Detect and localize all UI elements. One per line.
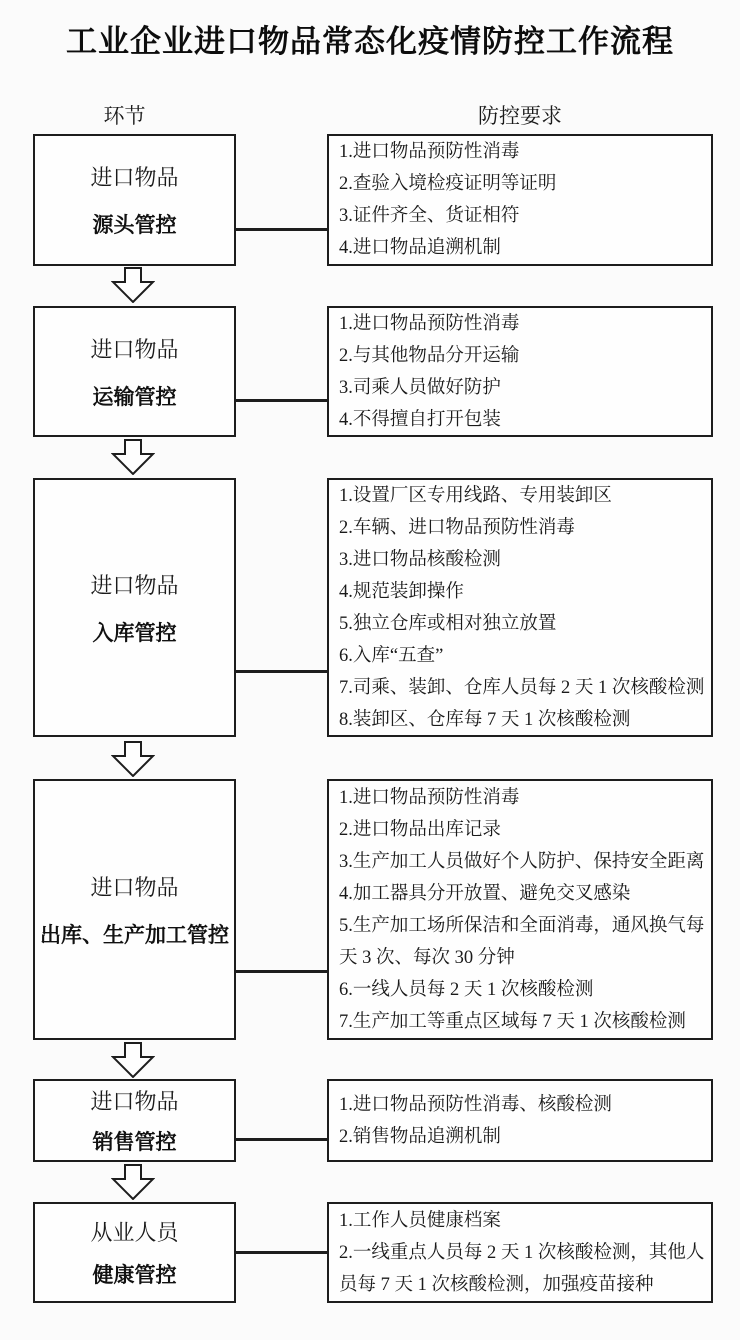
requirement-item: 4.进口物品追溯机制 <box>339 238 501 258</box>
column-header-requirements: 防控要求 <box>478 104 562 128</box>
connector-line <box>236 1138 327 1141</box>
requirements-box-health-control <box>327 1202 713 1303</box>
requirements-box-transport-control <box>327 306 713 437</box>
stage-line1: 进口物品 <box>90 336 179 362</box>
requirement-item: 3.证件齐全、货证相符 <box>339 206 520 226</box>
requirement-item: 6.入库“五查” <box>339 645 444 666</box>
flow-down-arrow-icon <box>111 267 155 303</box>
flow-down-arrow-icon <box>111 741 155 777</box>
stage-line1: 从业人员 <box>90 1220 179 1245</box>
stage-box-source-control <box>33 134 236 266</box>
requirement-item: 1.进口物品预防性消毒 <box>339 313 520 334</box>
requirement-item: 1.进口物品预防性消毒 <box>339 142 520 162</box>
connector-line <box>236 670 327 673</box>
stage-line1: 进口物品 <box>90 165 179 190</box>
requirement-item: 6.一线人员每 2 天 1 次核酸检测 <box>339 979 594 1000</box>
stage-box-sales-control <box>33 1079 236 1162</box>
requirement-item: 3.进口物品核酸检测 <box>339 549 501 570</box>
requirement-item: 1.设置厂区专用线路、专用装卸区 <box>339 485 612 506</box>
requirements-box-outbound-production-control <box>327 779 713 1040</box>
page-title: 工业企业进口物品常态化疫情防控工作流程 <box>66 24 674 59</box>
requirements-box-source-control <box>327 134 713 266</box>
requirements-box-warehousing-control <box>327 478 713 737</box>
flow-down-arrow-icon <box>111 1164 155 1200</box>
requirement-item: 2.一线重点人员每 2 天 1 次核酸检测，其他人员每 7 天 1 次核酸检测，加强疫苗接种 <box>339 1242 705 1295</box>
flow-down-arrow-icon <box>111 1042 155 1078</box>
requirement-item: 8.装卸区、仓库每 7 天 1 次核酸检测 <box>339 709 631 730</box>
requirement-item: 2.车辆、进口物品预防性消毒 <box>339 517 575 538</box>
stage-line1: 进口物品 <box>90 874 179 900</box>
column-header-stage: 环节 <box>103 104 146 128</box>
requirement-item: 1.进口物品预防性消毒 <box>339 787 520 808</box>
stage-line1: 进口物品 <box>90 1089 179 1114</box>
stage-line2: 入库管控 <box>92 621 177 645</box>
stage-line2: 源头管控 <box>92 214 177 237</box>
requirement-item: 7.生产加工等重点区域每 7 天 1 次核酸检测 <box>339 1011 686 1032</box>
stage-box-transport-control <box>33 306 236 437</box>
requirement-item: 3.司乘人员做好防护 <box>339 377 501 398</box>
requirement-item: 3.生产加工人员做好个人防护、保持安全距离 <box>339 851 705 872</box>
stage-line2: 出库、生产加工管控 <box>40 923 229 947</box>
stage-box-outbound-production-control <box>33 779 236 1040</box>
requirement-item: 4.不得擅自打开包装 <box>339 409 501 430</box>
stage-line1: 进口物品 <box>90 572 179 598</box>
stage-line2: 销售管控 <box>92 1131 177 1154</box>
requirement-item: 7.司乘、装卸、仓库人员每 2 天 1 次核酸检测 <box>339 677 705 698</box>
requirement-item: 4.规范装卸操作 <box>339 581 464 602</box>
connector-line <box>236 228 327 231</box>
stage-box-warehousing-control <box>33 478 236 737</box>
flow-down-arrow-icon <box>111 439 155 475</box>
requirement-item: 2.销售物品追溯机制 <box>339 1126 501 1147</box>
stage-box-health-control <box>33 1202 236 1303</box>
requirement-item: 5.独立仓库或相对独立放置 <box>339 613 557 634</box>
requirement-item: 1.工作人员健康档案 <box>339 1210 501 1231</box>
connector-line <box>236 399 327 402</box>
requirement-item: 5.生产加工场所保洁和全面消毒，通风换气每天 3 次、每次 30 分钟 <box>339 915 705 968</box>
connector-line <box>236 1251 327 1254</box>
requirement-item: 4.加工器具分开放置、避免交叉感染 <box>339 883 631 904</box>
connector-line <box>236 970 327 973</box>
requirement-item: 2.查验入境检疫证明等证明 <box>339 174 557 194</box>
requirement-item: 1.进口物品预防性消毒、核酸检测 <box>339 1094 612 1115</box>
requirements-box-sales-control <box>327 1079 713 1162</box>
requirement-item: 2.与其他物品分开运输 <box>339 345 520 366</box>
stage-line2: 运输管控 <box>92 385 177 409</box>
requirement-item: 2.进口物品出库记录 <box>339 819 501 840</box>
stage-line2: 健康管控 <box>92 1264 177 1287</box>
